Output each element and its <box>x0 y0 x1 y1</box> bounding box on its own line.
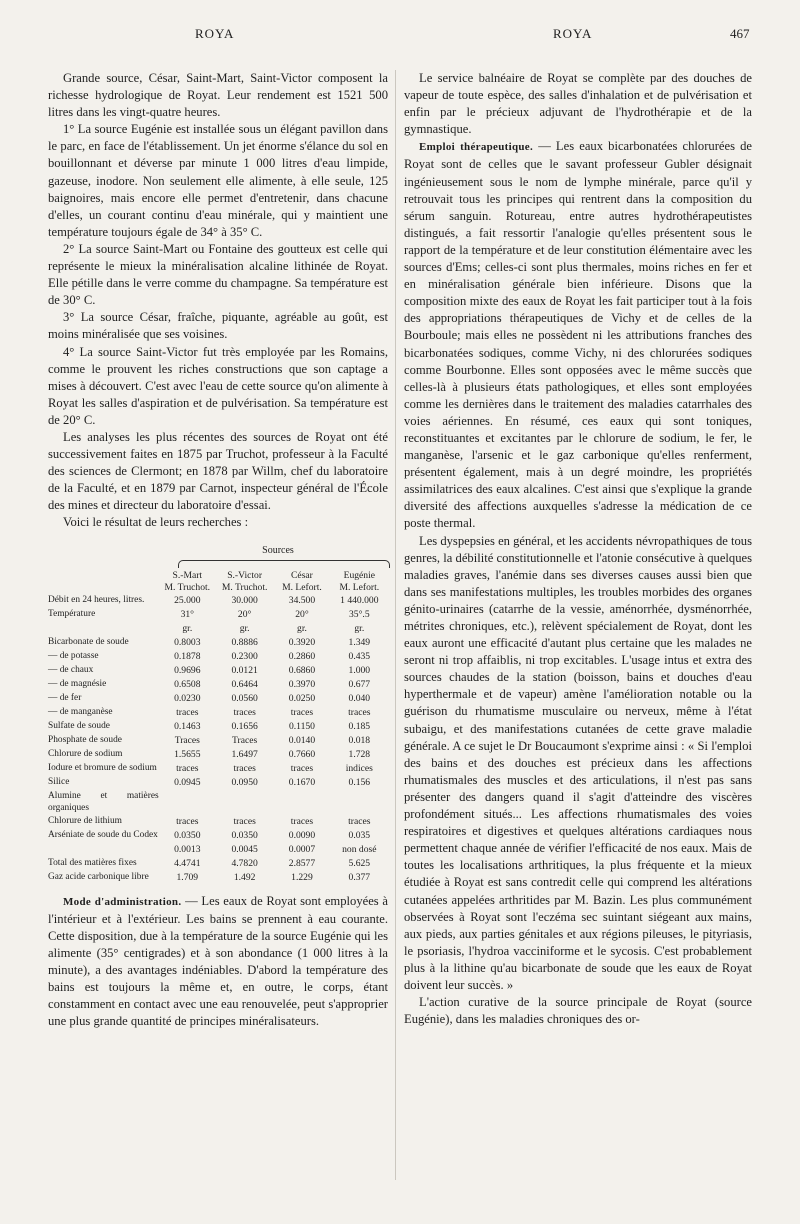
table-cell: 0.1656 <box>231 720 258 732</box>
table-cell: 0.0950 <box>231 776 258 788</box>
row-label: Température <box>48 608 96 619</box>
table-cell: 35°.5 <box>348 608 370 620</box>
table-row <box>48 762 388 776</box>
table-cell: 0.018 <box>348 734 371 746</box>
mode-paragraph <box>48 893 388 1031</box>
table-cell: 0.677 <box>348 678 371 690</box>
table-row <box>48 594 388 608</box>
row-label: Alumine et matières organiques <box>48 790 159 814</box>
row-label <box>48 843 159 857</box>
table-cell: 0.7660 <box>288 748 316 760</box>
table-row <box>48 871 388 885</box>
table-cell: gr. <box>182 622 193 634</box>
mode-heading: Mode d'administration. <box>63 895 182 908</box>
table-cell: Traces <box>232 734 258 746</box>
table-cell <box>331 790 388 815</box>
table-cell: 0.0250 <box>288 692 316 704</box>
column-author: M. Lefort. <box>339 581 380 593</box>
table-cell: 0.0121 <box>231 664 258 676</box>
table-cell: 0.2860 <box>288 650 316 662</box>
column-name: César <box>291 569 313 581</box>
row-label <box>48 622 159 636</box>
table-cell: 0.6508 <box>174 678 201 690</box>
right-paragraph-1: Le service balnéaire de Royat se complète par des douches de vapeur de toute espèce, des salles d'inhalation et de pulvérisation et enfin par le précieux adjuvant de l'hydrothérapie et de la gymnastique. <box>404 71 752 137</box>
left-paragraph: 1° La source Eugénie est installée sous un élégant pavillon dans le parc, en face de l'établissement. Un jet énorme s'élance du sol en bouillonnant et déverse par minute 1 000 litres d'eau limpide, gazeuse, inodore. Non seulement elle alimente, à elle seule, 125 baignoires, mais encore elle permet d'entretenir, dans chacune d'elles, un courant continu d'eau minérale, qui y maintient une température toujours égale de 34° à 35° C. <box>48 122 388 239</box>
table-cell: 1.229 <box>291 871 313 883</box>
column-header <box>273 570 330 594</box>
running-head-left: ROYA <box>195 26 235 41</box>
row-label: — de chaux <box>48 664 94 675</box>
table-cell: 0.8886 <box>231 636 258 648</box>
table-cell <box>159 790 216 815</box>
table-cell: 0.8003 <box>174 636 201 648</box>
emploi-paragraph <box>404 138 752 532</box>
table-row <box>48 843 388 857</box>
column-header <box>216 570 273 594</box>
mode-text: — Les eaux de Royat sont employées à l'intérieur et à l'extérieur. Les bains se prennent à eau courante. Cette disposition, due à la température de la source Eugénie qui les alimente (35° centigrades) et à son abondance (1 000 litres à la minute), a des avantages indéniables. D'abord la température des bains est toujours la même et, en outre, le corps, étant constamment en contact avec une eau renouvelée, peut s'approprier une plus grande quantité de principes minéralisateurs. <box>48 893 388 1029</box>
table-cell: 0.0140 <box>288 734 316 746</box>
table-cell: 4.4741 <box>174 857 201 869</box>
table-cell: 0.9696 <box>174 664 201 676</box>
table-cell: Traces <box>174 734 200 746</box>
table-row <box>48 664 388 678</box>
table-cell: 20° <box>237 608 252 620</box>
sources-brace <box>178 560 390 568</box>
table-cell: 0.0007 <box>288 843 316 855</box>
table-cell: 0.035 <box>348 829 371 841</box>
table-row <box>48 650 388 664</box>
column-author: M. Truchot. <box>221 581 268 593</box>
table-cell: 0.0013 <box>174 843 201 855</box>
table-cell: 1.349 <box>348 636 371 648</box>
table-cell: 0.0945 <box>174 776 201 788</box>
table-cell: 0.3920 <box>288 636 316 648</box>
table-row <box>48 857 388 871</box>
table-cell: 2.8577 <box>288 857 316 869</box>
column-header <box>159 570 216 594</box>
table-cell: traces <box>348 706 371 718</box>
table-cell: traces <box>348 815 371 827</box>
table-row <box>48 790 388 815</box>
table-cell: indices <box>345 762 373 774</box>
table-row <box>48 829 388 843</box>
table-cell: 0.1670 <box>288 776 316 788</box>
header-label-cell <box>48 570 159 594</box>
table-cell: 20° <box>295 608 309 620</box>
table-cell: 0.1878 <box>174 650 201 662</box>
table-row <box>48 678 388 692</box>
table-cell: traces <box>176 815 199 827</box>
table-cell: 1.000 <box>348 664 371 676</box>
table-cell: 1.6497 <box>231 748 258 760</box>
table-row <box>48 692 388 706</box>
table-cell: 0.6860 <box>288 664 316 676</box>
table-cell: 0.377 <box>348 871 371 883</box>
running-head-right: ROYA <box>553 26 593 41</box>
row-label: Arséniate de soude du Codex <box>48 829 158 840</box>
column-header <box>331 570 388 594</box>
table-cell: 0.040 <box>348 692 371 704</box>
table-header-row <box>48 570 388 594</box>
row-label: Silice <box>48 776 70 787</box>
row-label: Chlorure de sodium <box>48 748 123 759</box>
table-cell: traces <box>233 815 256 827</box>
table-cell: 0.2300 <box>231 650 258 662</box>
table-row <box>48 622 388 636</box>
table-cell: 0.1150 <box>288 720 315 732</box>
column-name: S.-Victor <box>227 569 263 581</box>
table-cell: 1.492 <box>233 871 256 883</box>
row-label: — de potasse <box>48 650 99 661</box>
table-cell: 1.709 <box>176 871 199 883</box>
table-row <box>48 815 388 829</box>
analysis-table-block <box>48 544 388 885</box>
table-cell: gr. <box>239 622 250 634</box>
table-title: Sources <box>262 544 294 556</box>
table-cell: 0.1463 <box>174 720 201 732</box>
table-cell: traces <box>290 706 314 718</box>
table-cell: 0.3970 <box>288 678 316 690</box>
left-paragraph: Grande source, César, Saint-Mart, Saint-Victor composent la richesse hydrologique de Royat. Leur rendement est 1521 500 litres dans les vingt-quatre heures. <box>48 71 388 120</box>
table-cell: 31° <box>180 608 195 620</box>
right-paragraph-3: Les dyspepsies en général, et les accidents névropathiques de tous genres, la débilité constitutionnelle et l'atonie consécutive à quelques maladies graves, l'anémie dans ses diverses causes aussi bien que dans ses manifestations multiples, les troubles morbides des organes génito-urinaires (catarrhe de la vessie, aménorrhée, dysménorrhée, métrites chroniques, etc.), relèvent spécialement de Royat, dont les eaux auront une efficacité d'autant plus certaine que les malades ne seront ni trop affaiblis, ni trop excitables. L'usage intus et extra des sources chaudes de la station (boisson, bains et douches d'eau hyperthermale et de vapeur) amène l'amélioration notable ou la guérison du rhumatisme musculaire ou nerveux, même à l'état subaigu, et des manifestations cutanées de cette grave maladie générale. A ce sujet le Dr Boucaumont s'exprime ainsi : « Si l'emploi des bains et des douches est précieux dans les affections rhumatismales des muscles et des articulations, il n'est pas sans présenter des dangers quand il s'agit d'atteindre des viscères profondément situés... Les affections rhumatismales des voies respiratoires et digestives et quelques altérations cardiaques nous permettent chaque année de vérifier l'efficacité de nos eaux. Mais de toutes les localisations arthritiques, la plus fréquente et la mieux étudiée à Royat est sans contredit celle qui comprend les altérations cutanées appelées arthritides par M. Bazin. Les plus communément observées à Royat sont l'eczéma sec suintant siégeant aux mains, aux pieds, aux parties génitales et aux régions pileuses, le pityriasis, le psoriasis, l'hydroa vacciniforme et le sycosis. C'est probablement plus à la lithine qu'au bicarbonate de soude que les eaux de Royat doivent leur succès. » <box>404 533 752 992</box>
row-label: Chlorure de lithium <box>48 815 122 826</box>
emploi-text: — Les eaux bicarbonatées chlorurées de Royat sont de celles que le savant professeur Gubler désignait ingénieusement sous le nom de lymphe minérale, parce qu'il y retrouvait tous les principes qui rentrent dans la composition du sérum sanguin. Rotureau, entre autres hydrothérapeutistes distingués, a fait ressortir l'analogie qu'elles présentent sous le rapport de la température et de leur constitution élémentaire avec les sources d'Ems; celles-ci sont plus thermales, moins riches en fer et en minéralisation générale bien inférieure. Disons que la composition mixte des eaux de Royat les fait participer tout à la fois des appropriations thérapeutiques de Vichy et de celles de la Bourboule; mais elles ne possèdent ni les attributions franches des bicarbonatées sodiques, comme Vichy, ni des chlorurées sodiques comme Bourbonne. Elles sont opposées avec le même succès que celles-là à plusieurs états pathologiques, et elles sont employées comme les dernières dans le traitement des maladies catarrhales des voies aériennes. En résumé, ces eaux qui sont toniques, reconstituantes et excitantes par le chlorure de sodium, le fer, le manganèse, l'arsenic et le gaz carbonique qu'elles renferment, présentent également, mais à un degré moindre, les propriétés assimilatrices des eaux alcalines. C'est ainsi que s'explique la grande diversité des affections auxquelles s'adresse la médication de ce poste thermal. <box>404 139 753 531</box>
emploi-heading: Emploi thérapeutique. <box>419 141 534 154</box>
table-cell: 1 440.000 <box>340 594 379 606</box>
column-name: S.-Mart <box>172 569 203 581</box>
table-cell: 0.0560 <box>231 692 258 704</box>
table-cell: 34.500 <box>288 594 316 606</box>
table-cell: 0.0045 <box>231 843 258 855</box>
column-author: M. Truchot. <box>164 581 211 593</box>
column-name: Eugénie <box>343 569 376 581</box>
table-cell: traces <box>233 706 256 718</box>
table-cell: 4.7820 <box>231 857 258 869</box>
table-cell: gr. <box>297 622 307 634</box>
table-cell: 0.0350 <box>231 829 258 841</box>
table-cell: 0.435 <box>348 650 371 662</box>
row-label: — de manganèse <box>48 706 113 717</box>
left-paragraph: 4° La source Saint-Victor fut très employée par les Romains, comme le prouvent les riches constructions que son captage a mises à découvert. C'est avec l'eau de cette source qu'on alimente à Royat les salles d'aspiration et de pulvérisation. Sa température est de 20° C. <box>48 344 388 427</box>
table-body <box>48 594 388 885</box>
table-cell: gr. <box>354 622 365 634</box>
left-column <box>48 70 388 1030</box>
left-paragraphs <box>48 70 388 532</box>
row-label: — de magnésie <box>48 678 107 689</box>
table-cell: 25.000 <box>174 594 201 606</box>
table-cell <box>273 790 330 815</box>
column-divider <box>395 70 396 1180</box>
row-label: Sulfate de soude <box>48 720 110 731</box>
row-label: Phosphate de soude <box>48 734 122 745</box>
table-cell: 0.156 <box>348 776 371 788</box>
left-paragraph: Les analyses les plus récentes des sources de Royat ont été successivement faites en 1875 par Truchot, professeur à la Faculté des sciences de Clermont; en 1878 par Willm, chef du laboratoire de la Faculté, et en 1879 par Carnot, inspecteur général de l'École des mines et directeur du laboratoire d'essai. <box>48 429 388 513</box>
row-label: — de fer <box>48 692 82 703</box>
table-row <box>48 734 388 748</box>
table-cell: 5.625 <box>348 857 371 869</box>
table-cell <box>216 790 273 815</box>
table-cell: non dosé <box>342 843 377 855</box>
table-row <box>48 748 388 762</box>
table-cell: 0.6464 <box>231 678 258 690</box>
row-label: Gaz acide carbonique libre <box>48 871 149 882</box>
table-cell: 30.000 <box>231 594 258 606</box>
table-row <box>48 608 388 622</box>
table-cell: 0.0350 <box>174 829 201 841</box>
table-cell: 1.5655 <box>174 748 201 760</box>
right-paragraph-4: L'action curative de la source principale de Royat (source Eugénie), dans les maladies chroniques des or- <box>404 995 752 1027</box>
table-cell: traces <box>233 762 256 774</box>
analysis-table <box>48 570 388 885</box>
table-cell: 0.185 <box>348 720 371 732</box>
row-label: Iodure et bromure de sodium <box>48 762 157 773</box>
row-label: Bicarbonate de soude <box>48 636 129 647</box>
left-paragraph: Voici le résultat de leurs recherches : <box>63 515 249 530</box>
table-cell: 0.0090 <box>288 829 316 841</box>
table-cell: traces <box>176 762 199 774</box>
row-label: Total des matières fixes <box>48 857 137 868</box>
left-paragraph: 2° La source Saint-Mart ou Fontaine des goutteux est celle qui représente le mieux la minéralisation alcaline lithinée de Royat. Elle pétille dans le verre comme du champagne. Sa température est de 30° C. <box>48 241 388 308</box>
table-cell: traces <box>176 706 199 718</box>
table-row <box>48 776 388 790</box>
table-cell: traces <box>290 815 314 827</box>
table-row <box>48 720 388 734</box>
table-cell: 0.0230 <box>174 692 201 704</box>
row-label: Débit en 24 heures, litres. <box>48 594 145 605</box>
right-column <box>404 70 752 1028</box>
table-cell: 1.728 <box>348 748 371 760</box>
page-number: 467 <box>730 26 750 41</box>
table-row <box>48 706 388 720</box>
column-author: M. Lefort. <box>282 581 322 593</box>
table-row <box>48 636 388 650</box>
table-cell: traces <box>290 762 314 774</box>
left-paragraph: 3° La source César, fraîche, piquante, agréable au goût, est moins minéralisée que ses voisines. <box>48 310 388 342</box>
